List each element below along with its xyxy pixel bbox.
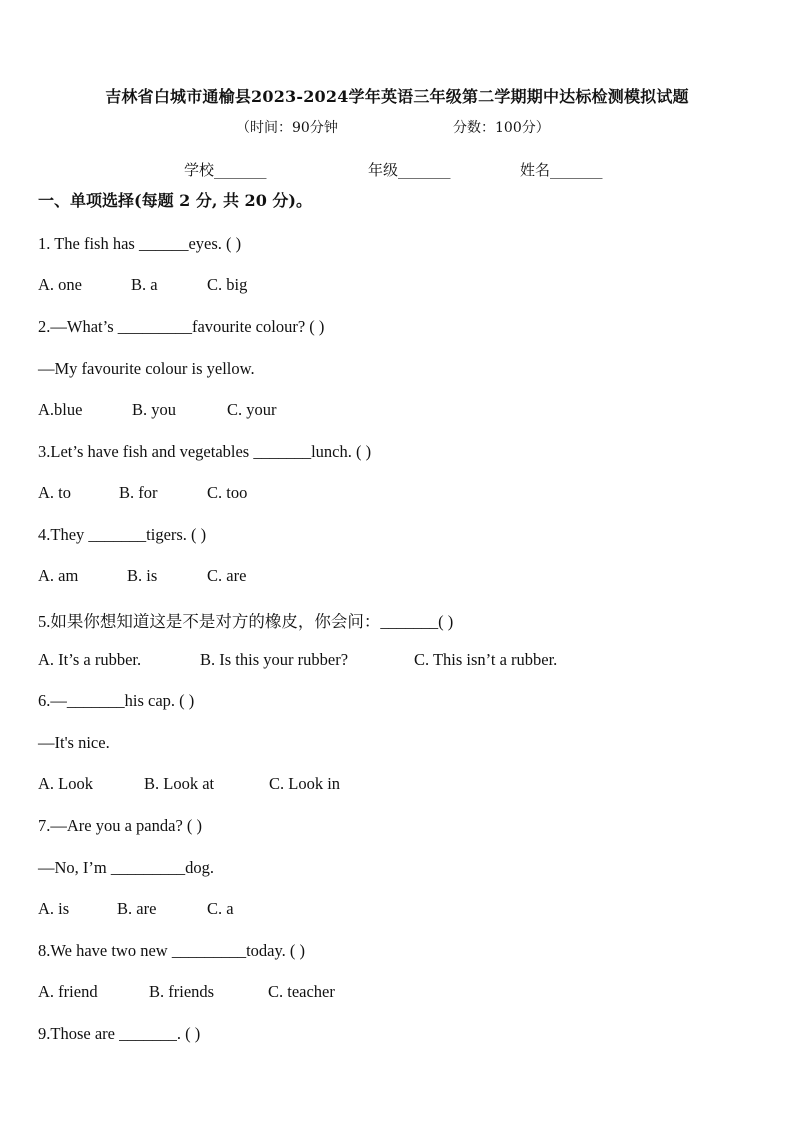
answer-2: —My favourite colour is yellow.	[38, 359, 255, 378]
option-3c: C. too	[207, 483, 248, 502]
option-3a: A. to	[38, 483, 71, 502]
option-6a: A. Look	[38, 774, 93, 793]
option-6c: C. Look in	[269, 774, 341, 793]
school-field: 学校_______	[184, 161, 267, 179]
option-4c: C. are	[207, 566, 247, 585]
answer-7: —No, I’m _________dog.	[38, 858, 214, 877]
option-7b: B. are	[117, 899, 157, 918]
option-5c: C. This isn’t a rubber.	[414, 650, 558, 669]
answer-6: —It's nice.	[38, 733, 110, 752]
option-1a: A. one	[38, 275, 82, 294]
option-1c: C. big	[207, 275, 248, 294]
question-5: 5.如果你想知道这是不是对方的橡皮，你会问：_______( )	[38, 612, 454, 631]
option-8c: C. teacher	[268, 982, 335, 1001]
question-1: 1. The fish has ______eyes. ( )	[38, 234, 242, 253]
question-6: 6.—_______his cap. ( )	[38, 691, 195, 710]
option-6b: B. Look at	[144, 774, 215, 793]
exam-title: 吉林省白城市通榆县2023-2024学年英语三年级第二学期期中达标检测模拟试题	[105, 87, 689, 106]
name-field: 姓名_______	[520, 161, 603, 179]
question-3: 3.Let’s have fish and vegetables _______lunch. ( )	[38, 442, 372, 461]
grade-field: 年级_______	[368, 161, 451, 179]
question-4: 4.They _______tigers. ( )	[38, 525, 207, 544]
option-2a: A.blue	[38, 400, 83, 419]
option-2b: B. you	[132, 400, 177, 419]
option-8a: A. friend	[38, 982, 98, 1001]
option-7c: C. a	[207, 899, 234, 918]
question-8: 8.We have two new _________today. ( )	[38, 941, 306, 960]
option-5a: A. It’s a rubber.	[38, 650, 142, 669]
option-5b: B. Is this your rubber?	[200, 650, 349, 669]
option-8b: B. friends	[149, 982, 215, 1001]
question-9: 9.Those are _______. ( )	[38, 1024, 201, 1043]
option-4b: B. is	[127, 566, 158, 585]
option-4a: A. am	[38, 566, 79, 585]
exam-score: 分数：100分）	[453, 120, 550, 136]
option-1b: B. a	[131, 275, 158, 294]
question-7: 7.—Are you a panda? ( )	[38, 816, 203, 835]
option-3b: B. for	[119, 483, 158, 502]
question-2: 2.—What’s _________favourite colour? ( )	[38, 317, 325, 336]
option-2c: C. your	[227, 400, 277, 419]
section-title: 一、单项选择(每题 2 分, 共 20 分)。	[38, 191, 312, 210]
exam-time: （时间：90分钟	[236, 120, 338, 136]
option-7a: A. is	[38, 899, 70, 918]
